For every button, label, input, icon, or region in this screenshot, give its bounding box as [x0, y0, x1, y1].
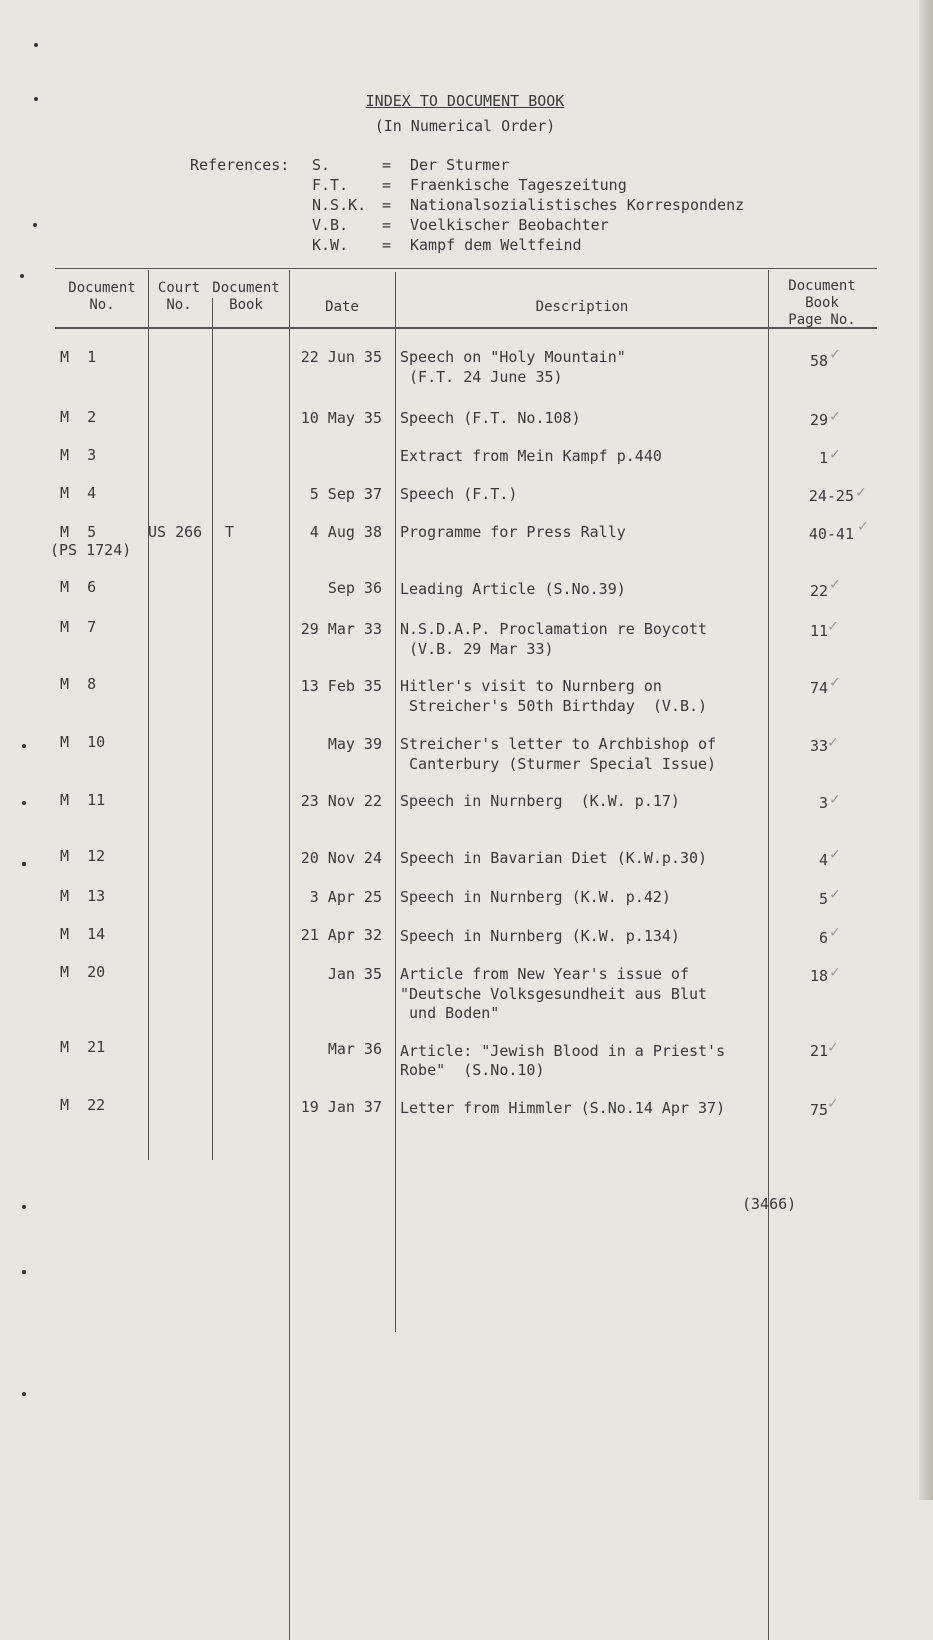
- doc-no: M 5: [60, 523, 97, 541]
- reference-entry: V.B. = Voelkischer Beobachter: [312, 216, 609, 234]
- description: Speech (F.T. No.108): [400, 409, 581, 427]
- header-page-no: Document Book Page No.: [788, 278, 856, 328]
- description: Speech (F.T.): [400, 485, 518, 503]
- check-icon: ✓: [830, 344, 840, 363]
- margin-dot: [34, 97, 38, 101]
- date: 21 Apr 32: [300, 926, 382, 944]
- date: 13 Feb 35: [300, 677, 382, 695]
- date: Jan 35: [327, 965, 382, 983]
- page-no: 6: [818, 929, 828, 947]
- header-document-no: Document No.: [68, 280, 136, 313]
- check-icon: ✓: [830, 672, 840, 691]
- page-number: (3466): [742, 1195, 797, 1213]
- date: Mar 36: [327, 1040, 382, 1058]
- description: Speech on "Holy Mountain": [400, 348, 626, 366]
- check-icon: ✓: [830, 922, 840, 941]
- check-icon: ✓: [830, 844, 840, 863]
- doc-no: M 4: [60, 484, 97, 502]
- page-no: 75: [809, 1101, 828, 1119]
- doc-no: M 2: [60, 408, 97, 426]
- date: Sep 36: [327, 579, 382, 597]
- date: 23 Nov 22: [300, 792, 382, 810]
- date: 10 May 35: [300, 409, 382, 427]
- references-label: References:: [190, 156, 290, 174]
- page-no: 5: [818, 890, 828, 908]
- margin-dot: [22, 1205, 26, 1209]
- reference-entry: F.T. = Fraenkische Tageszeitung: [312, 176, 627, 194]
- margin-dot: [34, 43, 38, 47]
- page-no: 58: [809, 352, 828, 370]
- description: Article from New Year's issue of: [400, 965, 689, 983]
- doc-no: M 21: [60, 1038, 106, 1056]
- doc-no: M 20: [60, 963, 106, 981]
- description-cont: "Deutsche Volksgesundheit aus Blut: [400, 985, 708, 1003]
- margin-dot: [33, 223, 37, 227]
- check-icon: ✓: [830, 444, 840, 463]
- date: 3 Apr 25: [309, 888, 382, 906]
- description: Letter from Himmler (S.No.14 Apr 37): [400, 1099, 726, 1117]
- description: Leading Article (S.No.39): [400, 580, 626, 598]
- page-no: 21: [809, 1042, 828, 1060]
- page-no: 24-25: [808, 487, 854, 505]
- column-divider: [395, 272, 396, 1332]
- check-icon: ✓: [830, 884, 840, 903]
- check-icon: ✓: [830, 574, 840, 593]
- description-cont: und Boden": [400, 1004, 500, 1022]
- header-court-no: Court No.: [157, 280, 201, 313]
- description-cont: (V.B. 29 Mar 33): [400, 640, 554, 658]
- doc-no: M 1: [60, 348, 97, 366]
- document-book: T: [225, 523, 235, 541]
- description-cont: Streicher's 50th Birthday (V.B.): [400, 697, 708, 715]
- column-divider: [768, 270, 769, 1640]
- date: 19 Jan 37: [300, 1098, 382, 1116]
- check-icon: ✓: [828, 732, 838, 751]
- page-no: 11: [809, 622, 828, 640]
- page-edge: [919, 0, 933, 1500]
- doc-no: M 12: [60, 847, 106, 865]
- date: 29 Mar 33: [300, 620, 382, 638]
- margin-dot: [22, 1392, 26, 1396]
- date: 20 Nov 24: [300, 849, 382, 867]
- margin-dot: [22, 862, 26, 866]
- check-icon: ✓: [828, 1037, 838, 1056]
- page-subtitle: (In Numerical Order): [374, 117, 556, 135]
- description: Hitler's visit to Nurnberg on: [400, 677, 662, 695]
- page-no: 1: [818, 449, 828, 467]
- header-document-book: Document Book: [212, 280, 280, 313]
- column-divider: [289, 270, 290, 1640]
- reference-entry: K.W. = Kampf dem Weltfeind: [312, 236, 582, 254]
- description-cont: (F.T. 24 June 35): [400, 368, 563, 386]
- check-icon: ✓: [830, 962, 840, 981]
- description: N.S.D.A.P. Proclamation re Boycott: [400, 620, 708, 638]
- page-title: INDEX TO DOCUMENT BOOK: [365, 92, 565, 110]
- column-divider: [148, 270, 149, 1160]
- date: 5 Sep 37: [309, 485, 382, 503]
- doc-no: M 11: [60, 791, 106, 809]
- page-no: 29: [809, 411, 828, 429]
- doc-no: M 6: [60, 578, 97, 596]
- description: Speech in Nurnberg (K.W. p.17): [400, 792, 680, 810]
- header-description: Description: [535, 299, 629, 315]
- description-cont: Robe" (S.No.10): [400, 1061, 545, 1079]
- margin-dot: [22, 801, 26, 805]
- check-icon: ✓: [830, 406, 840, 425]
- description: Speech in Nurnberg (K.W. p.134): [400, 927, 680, 945]
- date: 4 Aug 38: [309, 523, 382, 541]
- description: Article: "Jewish Blood in a Priest's: [400, 1042, 726, 1060]
- table-header-rule: [55, 327, 877, 329]
- margin-dot: [22, 744, 26, 748]
- court-no: US 266: [148, 523, 203, 541]
- page-no: 3: [818, 794, 828, 812]
- doc-no: M 3: [60, 446, 97, 464]
- date: May 39: [327, 735, 382, 753]
- table-top-rule: [55, 268, 877, 269]
- date: 22 Jun 35: [300, 348, 382, 366]
- page-no: 4: [818, 851, 828, 869]
- description: Speech in Bavarian Diet (K.W.p.30): [400, 849, 708, 867]
- page-no: 18: [809, 967, 828, 985]
- description: Extract from Mein Kampf p.440: [400, 447, 662, 465]
- doc-no: M 7: [60, 618, 97, 636]
- margin-dot: [22, 1270, 26, 1274]
- doc-no: M 13: [60, 887, 106, 905]
- header-date: Date: [325, 299, 359, 315]
- check-icon: ✓: [828, 616, 838, 635]
- page-no: 33: [809, 737, 828, 755]
- description: Speech in Nurnberg (K.W. p.42): [400, 888, 671, 906]
- description-cont: Canterbury (Sturmer Special Issue): [400, 755, 717, 773]
- page-no: 22: [809, 582, 828, 600]
- page-no: 40-41: [808, 525, 854, 543]
- check-icon: ✓: [858, 516, 868, 535]
- reference-entry: S. = Der Sturmer: [312, 156, 510, 174]
- margin-dot: [20, 274, 24, 278]
- check-icon: ✓: [856, 482, 866, 501]
- doc-no: M 22: [60, 1096, 106, 1114]
- description: Streicher's letter to Archbishop of: [400, 735, 717, 753]
- description: Programme for Press Rally: [400, 523, 626, 541]
- doc-no: M 14: [60, 925, 106, 943]
- page-no: 74: [809, 679, 828, 697]
- column-divider: [212, 298, 213, 1160]
- reference-entry: N.S.K. = Nationalsozialistisches Korrespondenz: [312, 196, 745, 214]
- doc-no: M 8: [60, 675, 97, 693]
- check-icon: ✓: [828, 1093, 838, 1112]
- check-icon: ✓: [830, 789, 840, 808]
- doc-no: M 10: [60, 733, 106, 751]
- doc-no-alt: (PS 1724): [50, 541, 132, 559]
